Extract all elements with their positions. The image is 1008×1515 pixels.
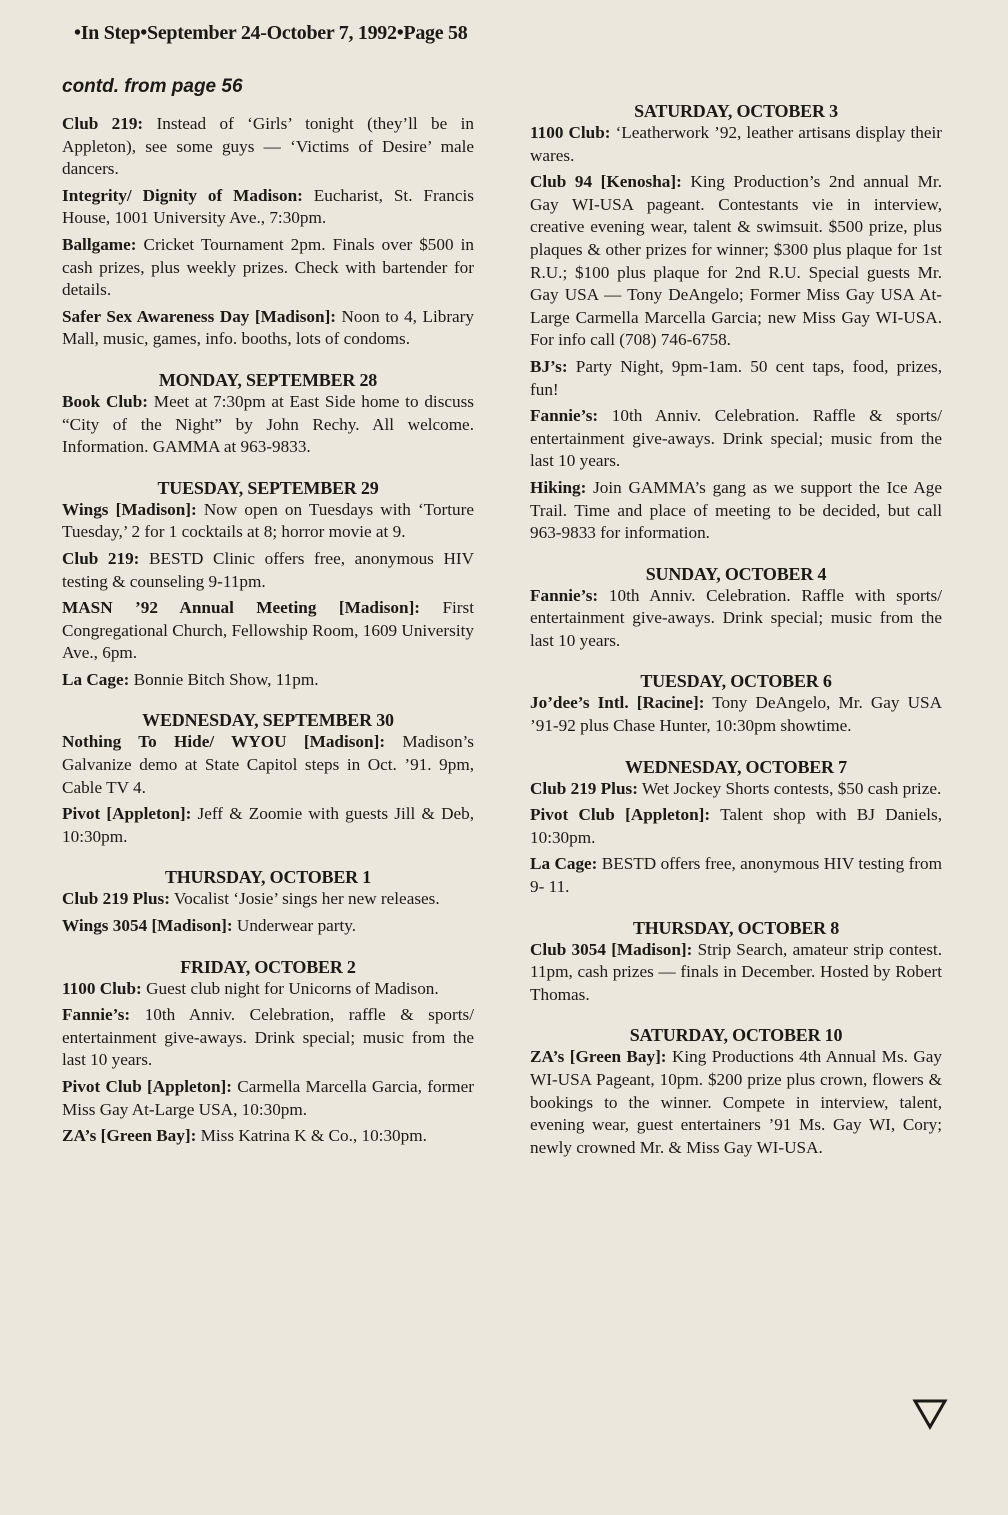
- day-heading: THURSDAY, OCTOBER 8: [632, 917, 840, 938]
- event-description: Strip Search, amateur strip contest. 11pm, cash prizes — finals in December. Hosted by Robert Thomas.: [530, 939, 943, 1004]
- listing-entry: [62, 113, 474, 181]
- event-description: Instead of ‘Girls’ tonight (they’ll be in Appleton), see some guys — ‘Victims of Desire’ male dancers.: [62, 114, 474, 179]
- entry-group: [530, 122, 942, 545]
- day-heading: TUESDAY, SEPTEMBER 29: [157, 477, 379, 498]
- running-head: •In Step•September 24-October 7, 1992•Page 58: [74, 22, 468, 44]
- listing-entry: [62, 391, 474, 459]
- listing-entry: [530, 778, 942, 801]
- day-heading: SATURDAY, OCTOBER 3: [634, 101, 838, 121]
- venue-name: 1100 Club:: [530, 123, 611, 142]
- down-triangle-icon: [912, 1398, 948, 1430]
- day-heading: FRIDAY, OCTOBER 2: [180, 956, 356, 977]
- day-heading: WEDNESDAY, OCTOBER 7: [625, 756, 847, 777]
- listing-entry: [62, 803, 474, 848]
- event-description: Cricket Tournament 2pm. Finals over $500 in cash prizes, plus weekly prizes. Check with bartender for details.: [62, 234, 474, 300]
- listing-entry: [62, 978, 474, 1001]
- listing-entry: [62, 731, 474, 799]
- listing-entry: [530, 171, 942, 352]
- event-description: Madison’s Galvanize demo at State Capitol steps in Oct. ’91. 9pm, Cable TV 4.: [62, 732, 474, 797]
- venue-name: Fannie’s:: [62, 1005, 131, 1025]
- listing-entry: [62, 1076, 474, 1121]
- event-description: Vocalist ‘Josie’ sings her new releases.: [169, 889, 440, 909]
- entry-group: [530, 692, 942, 737]
- event-description: BESTD Clinic offers free, anonymous HIV testing & counseling 9-11pm.: [62, 548, 474, 591]
- listing-entry: [62, 1125, 474, 1148]
- day-heading: TUESDAY, OCTOBER 6: [640, 671, 832, 692]
- venue-name: Fannie’s:: [530, 585, 599, 605]
- venue-name: Club 219 Plus:: [62, 889, 170, 909]
- venue-name: Wings 3054 [Madison]:: [62, 916, 233, 936]
- day-heading: SUNDAY, OCTOBER 4: [645, 563, 827, 584]
- venue-name: 1100 Club:: [62, 978, 142, 998]
- entry-group: [530, 1046, 942, 1159]
- event-description: Carmella Marcella Garcia, former Miss Gay At-Large USA, 10:30pm.: [62, 1077, 474, 1119]
- venue-name: Ballgame:: [62, 234, 137, 254]
- listing-entry: [530, 585, 942, 653]
- listing-entry: [62, 669, 474, 692]
- listing-entry: [62, 499, 474, 544]
- event-description: Bonnie Bitch Show, 11pm.: [129, 669, 319, 689]
- listing-entry: [530, 939, 942, 1007]
- venue-name: Wings [Madison]:: [62, 499, 197, 519]
- event-description: King Productions 4th Annual Ms. Gay WI-USA Pageant, 10pm. $200 prize plus crown, flowers & bookings to the winner. Compete in interview, talent, evening wear, guest entertainers ’91 Ms. Gay WI, Cory; newly crowned Mr. & Miss Gay WI-USA.: [530, 1047, 942, 1157]
- listing-entry: [530, 804, 942, 849]
- venue-name: Nothing To Hide/ WYOU [Madison]:: [62, 732, 386, 752]
- listing-entry: [62, 888, 474, 911]
- entry-group: [62, 978, 474, 1148]
- venue-name: Jo’dee’s Intl. [Racine]:: [530, 693, 705, 713]
- event-description: 10th Anniv. Celebration. Raffle with sports/ entertainment give-aways. Drink special; music from the last 10 years.: [530, 585, 942, 650]
- venue-name: La Cage:: [530, 854, 598, 874]
- venue-name: Club 94 [Kenosha]:: [530, 172, 682, 192]
- entry-group: [62, 888, 474, 937]
- event-description: Underwear party.: [232, 916, 357, 936]
- event-description: Eucharist, St. Francis House, 1001 University Ave., 7:30pm.: [62, 185, 474, 228]
- entry-group: [62, 113, 474, 351]
- listing-entry: [62, 234, 474, 302]
- listing-entry: [62, 915, 474, 938]
- venue-name: Hiking:: [530, 477, 587, 497]
- left-column: [62, 113, 474, 1152]
- event-description: ‘Leatherwork ’92, leather artisans display their wares.: [530, 123, 942, 165]
- day-heading: THURSDAY, OCTOBER 1: [164, 867, 372, 888]
- venue-name: La Cage:: [62, 669, 130, 689]
- venue-name: Pivot Club [Appleton]:: [62, 1077, 233, 1096]
- listing-entry: [530, 122, 942, 167]
- day-heading: MONDAY, SEPTEMBER 28: [158, 369, 378, 390]
- event-description: Noon to 4, Library Mall, music, games, info. booths, lots of condoms.: [62, 306, 474, 349]
- venue-name: Club 219:: [62, 548, 140, 568]
- event-description: Talent shop with BJ Daniels, 10:30pm.: [530, 805, 942, 847]
- listing-entry: [530, 853, 942, 898]
- event-description: 10th Anniv. Celebration, raffle & sports/ entertainment give-aways. Drink special; music from the last 10 years.: [62, 1005, 474, 1070]
- event-description: Jeff & Zoomie with guests Jill & Deb, 10:30pm.: [62, 804, 474, 846]
- entry-group: [62, 731, 474, 848]
- event-description: BESTD offers free, anonymous HIV testing from 9- 11.: [530, 854, 942, 897]
- event-description: First Congregational Church, Fellowship Room, 1609 University Ave., 6pm.: [62, 598, 474, 663]
- event-description: Meet at 7:30pm at East Side home to discuss “City of the Night” by John Rechy. All welcome. Information. GAMMA at 963-9833.: [62, 391, 474, 457]
- right-column: [530, 100, 942, 1163]
- continued-note: contd. from page 56: [62, 76, 243, 97]
- listing-entry: [62, 548, 474, 593]
- listing-entry: [62, 597, 474, 665]
- event-description: Join GAMMA’s gang as we support the Ice Age Trail. Time and place of meeting to be decided, but call 963-9833 for information.: [530, 477, 942, 543]
- day-heading: SATURDAY, OCTOBER 10: [629, 1025, 843, 1046]
- entry-group: [62, 391, 474, 459]
- listing-entry: [62, 185, 474, 230]
- entry-group: [62, 499, 474, 692]
- venue-name: BJ’s:: [530, 356, 568, 376]
- event-description: Guest club night for Unicorns of Madison.: [141, 978, 439, 998]
- event-description: Miss Katrina K & Co., 10:30pm.: [196, 1126, 427, 1146]
- venue-name: Club 3054 [Madison]:: [530, 939, 693, 959]
- venue-name: Book Club:: [62, 391, 149, 411]
- venue-name: Pivot [Appleton]:: [62, 804, 192, 824]
- venue-name: Safer Sex Awareness Day [Madison]:: [62, 306, 337, 326]
- listing-entry: [530, 356, 942, 401]
- event-description: Party Night, 9pm-1am. 50 cent taps, food, prizes, fun!: [530, 356, 942, 399]
- listing-entry: [530, 477, 942, 545]
- listing-entry: [530, 1046, 942, 1159]
- listing-entry: [62, 306, 474, 351]
- venue-name: Club 219 Plus:: [530, 778, 638, 798]
- venue-name: MASN ’92 Annual Meeting [Madison]:: [62, 598, 421, 618]
- event-description: Wet Jockey Shorts contests, $50 cash prize.: [637, 778, 942, 798]
- event-description: King Production’s 2nd annual Mr. Gay WI-USA pageant. Contestants vie in interview, creative evening wear, talent & swimsuit. $500 prize, plus plaques & other prizes for winner; $300 plus plaque for 1st R.U.; $100 plus plaque for 2nd R.U. Special guests Mr. Gay USA — Tony DeAngelo; Former Miss Gay USA At-Large Carmella Marcella Garcia; new Miss Gay WI-USA. For info call (708) 746-6758.: [530, 172, 943, 350]
- entry-group: [530, 778, 942, 899]
- venue-name: ZA’s [Green Bay]:: [530, 1047, 667, 1067]
- venue-name: Fannie’s:: [530, 406, 599, 426]
- event-description: Now open on Tuesdays with ‘Torture Tuesday,’ 2 for 1 cocktails at 8; horror movie at 9.: [62, 499, 474, 542]
- venue-name: Pivot Club [Appleton]:: [530, 805, 711, 825]
- venue-name: ZA’s [Green Bay]:: [62, 1126, 197, 1146]
- entry-group: [530, 939, 942, 1007]
- event-description: 10th Anniv. Celebration. Raffle & sports/ entertainment give-aways. Drink special; music from the last 10 years.: [530, 406, 942, 471]
- entry-group: [530, 585, 942, 653]
- venue-name: Club 219:: [62, 114, 144, 133]
- event-description: Tony DeAngelo, Mr. Gay USA ’91-92 plus Chase Hunter, 10:30pm showtime.: [530, 693, 942, 736]
- day-heading: WEDNESDAY, SEPTEMBER 30: [142, 710, 394, 731]
- venue-name: Integrity/ Dignity of Madison:: [62, 185, 303, 205]
- listing-entry: [62, 1004, 474, 1072]
- listing-entry: [530, 692, 942, 737]
- listing-entry: [530, 405, 942, 473]
